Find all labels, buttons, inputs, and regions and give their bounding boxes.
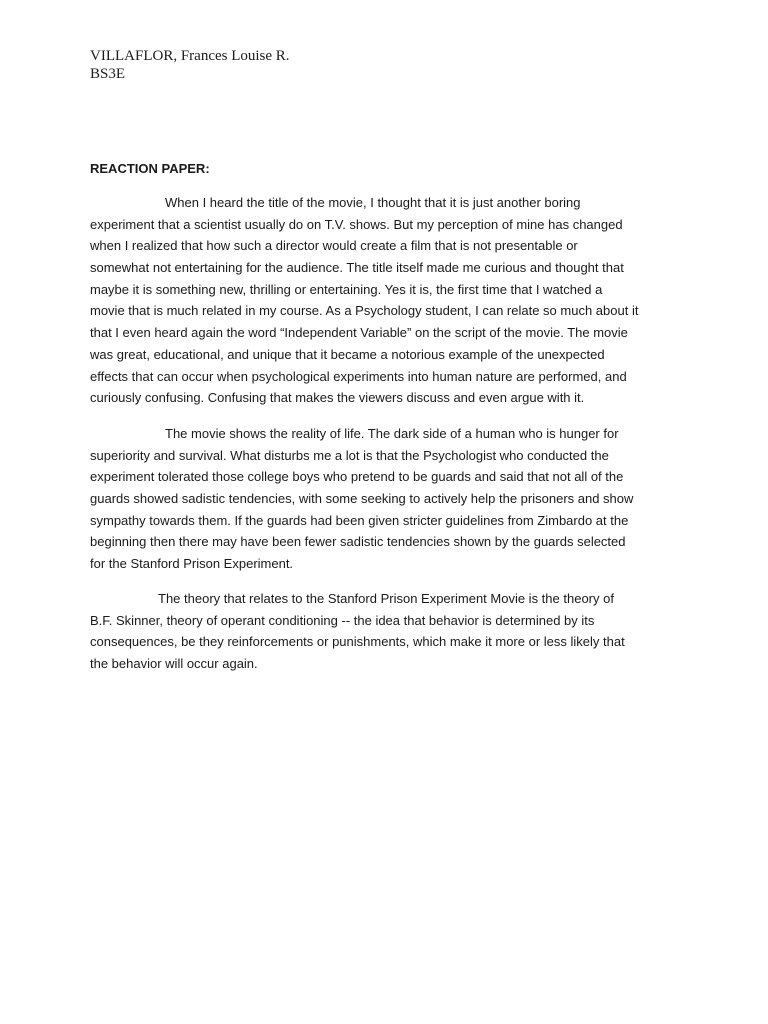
paragraph-line: for the Stanford Prison Experiment. bbox=[90, 556, 294, 572]
paragraph-line: beginning then there may have been fewer sadistic tendencies shown by the guards selected bbox=[90, 534, 626, 550]
paragraph-line: when I realized that how such a director would create a film that is not presentable or bbox=[90, 238, 578, 254]
paragraph-line: movie that is much related in my course. As a Psychology student, I can relate so much about it bbox=[90, 303, 639, 319]
paragraph-line: somewhat not entertaining for the audience. The title itself made me curious and thought that bbox=[90, 260, 624, 276]
paragraph-line: the behavior will occur again. bbox=[90, 656, 258, 672]
paragraph-2 bbox=[90, 423, 680, 575]
paragraph-line: experiment that a scientist usually do on T.V. shows. But my perception of mine has changed bbox=[90, 216, 623, 232]
paragraph-line: guards showed sadistic tendencies, with some seeking to actively help the prisoners and show bbox=[90, 491, 634, 507]
paragraph-line: sympathy towards them. If the guards had been given stricter guidelines from Zimbardo at the bbox=[90, 512, 629, 528]
paragraph-line: that I even heard again the word “Independent Variable” on the script of the movie. The movie bbox=[90, 325, 628, 341]
paragraph-line: The movie shows the reality of life. The dark side of a human who is hunger for bbox=[165, 426, 619, 441]
paragraph-line: The theory that relates to the Stanford Prison Experiment Movie is the theory of bbox=[158, 591, 614, 606]
author-header bbox=[90, 47, 290, 83]
paragraph-line: experiment tolerated those college boys who pretend to be guards and said that not all of the bbox=[90, 469, 624, 485]
paragraph-line: superiority and survival. What disturbs me a lot is that the Psychologist who conducted the bbox=[90, 447, 609, 463]
paragraph-line: When I heard the title of the movie, I thought that it is just another boring bbox=[165, 195, 581, 210]
paragraph-3 bbox=[90, 588, 680, 675]
paragraph-line: was great, educational, and unique that it became a notorious example of the unexpected bbox=[90, 346, 605, 362]
author-name: VILLAFLOR, Frances Louise R. bbox=[90, 48, 290, 64]
paragraph-line: curiously confusing. Confusing that makes the viewers discuss and even argue with it. bbox=[90, 390, 585, 406]
paragraph-line: B.F. Skinner, theory of operant conditioning -- the idea that behavior is determined by its bbox=[90, 612, 595, 628]
paragraph-line: consequences, be they reinforcements or punishments, which make it more or less likely that bbox=[90, 634, 625, 650]
author-section: BS3E bbox=[90, 66, 126, 82]
paragraph-line: effects that can occur when psychological experiments into human nature are performed, and bbox=[90, 368, 627, 384]
paragraph-line: maybe it is something new, thrilling or entertaining. Yes it is, the first time that I watched a bbox=[90, 281, 603, 297]
document-title: REACTION PAPER: bbox=[90, 161, 210, 176]
paragraph-1 bbox=[90, 192, 680, 409]
